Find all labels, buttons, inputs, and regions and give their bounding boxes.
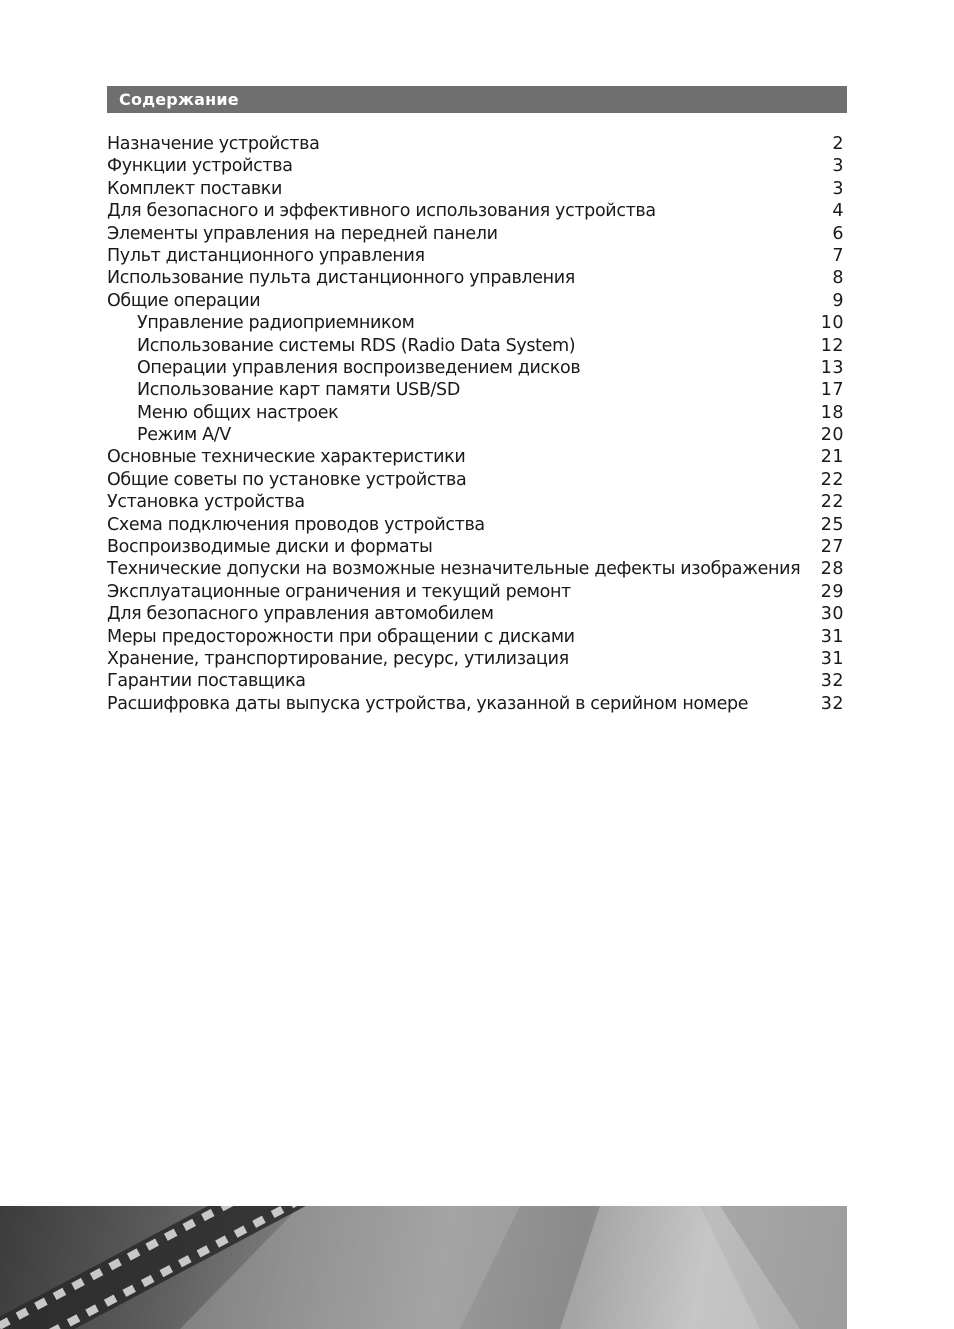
section-header-bar <box>107 86 847 113</box>
toc-entry-title: Общие советы по установке устройства <box>107 469 467 490</box>
toc-entry-title: Технические допуски на возможные незначительные дефекты изображения <box>107 559 801 580</box>
toc-entry-page: 31 <box>820 648 844 669</box>
toc-entry <box>107 335 844 357</box>
toc-entry <box>107 536 844 558</box>
toc-entry-title: Использование карт памяти USB/SD <box>137 380 460 401</box>
toc-entry <box>107 133 844 155</box>
toc-entry <box>107 670 844 692</box>
toc-entry <box>107 402 844 424</box>
toc-entry-page: 22 <box>820 469 844 490</box>
toc-entry-page: 30 <box>820 604 844 625</box>
toc-entry-title: Схема подключения проводов устройства <box>107 514 485 535</box>
toc-entry <box>107 446 844 468</box>
toc-entry <box>107 693 844 715</box>
section-title: Содержание <box>119 90 239 109</box>
toc-entry-title: Основные технические характеристики <box>107 447 466 468</box>
toc-entry-page: 25 <box>820 514 844 535</box>
toc-entry-title: Хранение, транспортирование, ресурс, утилизация <box>107 648 569 669</box>
toc-entry-page: 20 <box>820 425 844 446</box>
toc-entry <box>107 245 844 267</box>
toc-entry <box>107 424 844 446</box>
toc-entry <box>107 267 844 289</box>
toc-entry <box>107 379 844 401</box>
toc-entry-page: 18 <box>820 402 844 423</box>
toc-entry-title: Назначение устройства <box>107 134 320 154</box>
toc-entry-page: 22 <box>820 492 844 513</box>
toc-entry-title: Расшифровка даты выпуска устройства, указанной в серийном номере <box>107 693 749 714</box>
toc-entry <box>107 178 844 200</box>
toc-entry-page: 3 <box>832 156 844 177</box>
toc-entry-title: Комплект поставки <box>107 178 283 199</box>
toc-entry-page: 7 <box>832 245 844 266</box>
toc-entry-page: 12 <box>820 335 844 356</box>
toc-entry <box>107 491 844 513</box>
toc-entry-page: 27 <box>820 537 844 558</box>
toc-entry <box>107 514 844 536</box>
table-of-contents <box>107 133 844 715</box>
toc-entry-page: 32 <box>820 671 844 692</box>
toc-entry-page: 8 <box>832 268 844 289</box>
toc-entry <box>107 223 844 245</box>
footer-decorative-image <box>0 1206 847 1329</box>
toc-entry-page: 17 <box>820 380 844 401</box>
toc-entry-title: Установка устройства <box>107 492 305 513</box>
toc-entry <box>107 581 844 603</box>
toc-entry-page: 6 <box>832 223 844 244</box>
toc-entry-title: Эксплуатационные ограничения и текущий ремонт <box>107 581 571 602</box>
toc-entry-title: Для безопасного и эффективного использования устройства <box>107 201 656 222</box>
toc-entry-page: 28 <box>820 559 844 580</box>
toc-entry <box>107 626 844 648</box>
toc-entry <box>107 312 844 334</box>
toc-entry-page: 29 <box>820 581 844 602</box>
toc-entry <box>107 200 844 222</box>
toc-entry-page: 31 <box>820 626 844 647</box>
toc-entry <box>107 155 844 177</box>
toc-entry-title: Воспроизводимые диски и форматы <box>107 537 433 558</box>
toc-entry <box>107 648 844 670</box>
toc-entry-title: Элементы управления на передней панели <box>107 223 498 244</box>
toc-entry-title: Операции управления воспроизведением дисков <box>137 357 581 378</box>
toc-entry-page: 3 <box>832 178 844 199</box>
toc-entry-page: 13 <box>820 357 844 378</box>
toc-entry-title: Управление радиоприемником <box>137 313 415 334</box>
film-strip-road-photo <box>0 1206 847 1329</box>
toc-entry-page: 21 <box>820 447 844 468</box>
toc-entry-title: Общие операции <box>107 290 261 311</box>
toc-entry <box>107 558 844 580</box>
toc-entry-title: Функции устройства <box>107 156 293 177</box>
toc-entry-title: Меню общих настроек <box>137 402 339 423</box>
toc-entry-page: 2 <box>832 134 844 154</box>
toc-entry <box>107 290 844 312</box>
toc-entry-title: Для безопасного управления автомобилем <box>107 604 494 625</box>
toc-entry-page: 9 <box>832 290 844 311</box>
toc-entry-title: Гарантии поставщика <box>107 671 306 692</box>
toc-entry <box>107 357 844 379</box>
toc-entry-page: 10 <box>820 313 844 334</box>
toc-entry-title: Режим A/V <box>137 425 231 446</box>
toc-entry-title: Пульт дистанционного управления <box>107 245 425 266</box>
toc-entry-title: Меры предосторожности при обращении с дисками <box>107 626 575 647</box>
toc-entry-page: 4 <box>832 201 844 222</box>
toc-entry <box>107 469 844 491</box>
toc-entry-title: Использование пульта дистанционного управления <box>107 268 575 289</box>
toc-entry <box>107 603 844 625</box>
toc-entry-title: Использование системы RDS (Radio Data System) <box>137 335 576 356</box>
toc-entry-page: 32 <box>820 693 844 714</box>
